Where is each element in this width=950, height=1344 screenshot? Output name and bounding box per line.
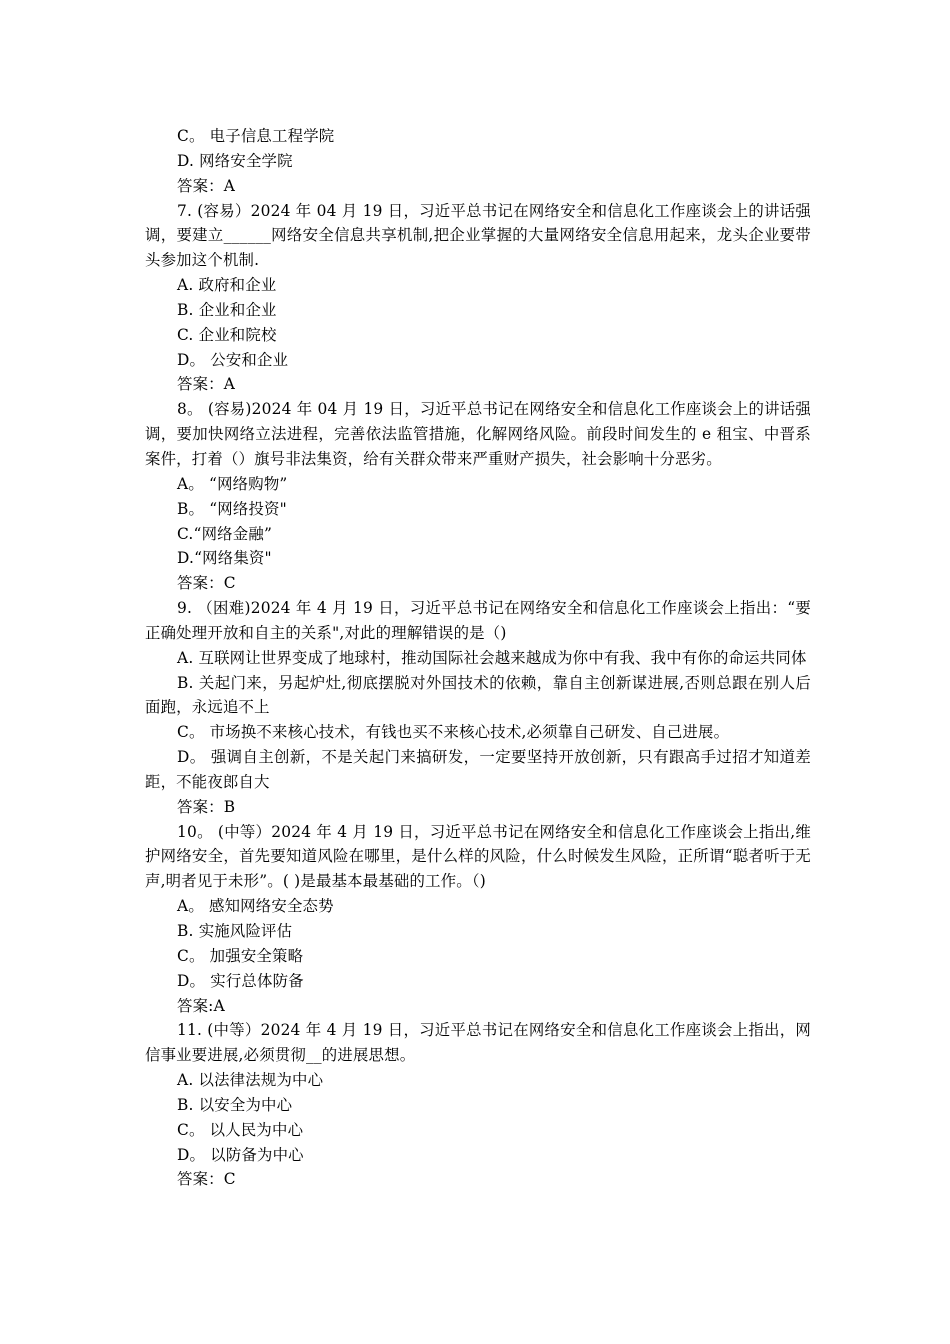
option-c-line: C。 电子信息工程学院: [177, 127, 335, 145]
question-7-option-d: D。 公安和企业: [177, 350, 289, 369]
question-7: 7. (容易）2024 年 04 月 19 日，习近平总书记在网络安全和信息化工作座谈会上的讲话强调，要建立______网络安全信息共享机制,把企业掌握的大量网络安全信息用起来，龙头企业要带头参加这个机制.: [145, 201, 811, 270]
question-8-option-d: D.“网络集资": [177, 549, 272, 568]
question-9-option-a: A. 互联网让世界变成了地球村，推动国际社会越来越成为你中有我、我中有你的命运共同体: [177, 648, 807, 667]
question-11-option-a: A. 以法律法规为中心: [177, 1071, 324, 1090]
question-11-option-d: D。 以防备为中心: [177, 1145, 304, 1164]
question-8-answer: 答案：C: [177, 574, 236, 593]
question-8-option-c: C.“网络金融”: [177, 524, 273, 543]
question-8-option-b: B。 “网络投资": [177, 499, 287, 518]
question-11: 11. (中等）2024 年 4 月 19 日，习近平总书记在网络安全和信息化工作座谈会上指出，网信事业要进展,必须贯彻__的进展思想。: [145, 1021, 811, 1065]
question-11-answer: 答案：C: [177, 1170, 236, 1189]
question-9-option-c: C。 市场换不来核心技术，有钱也买不来核心技术,必须靠自己研发、自己进展。: [177, 723, 730, 742]
question-11-option-b: B. 以安全为中心: [177, 1095, 293, 1114]
question-10: 10。 (中等）2024 年 4 月 19 日，习近平总书记在网络安全和信息化工作座谈会上指出,维护网络安全，首先要知道风险在哪里，是什么样的风险，什么时候发生风险，正所谓“聪者听于无声,明者见于未形”。( )是最基本最基础的工作。（): [145, 822, 811, 891]
question-9-option-b: B. 关起门来，另起炉灶,彻底摆脱对外国技术的依赖，靠自主创新谋进展,否则总跟在别人后面跑，永远追不上: [145, 673, 811, 717]
question-10-answer: 答案:A: [177, 996, 225, 1015]
question-10-option-a: A。 感知网络安全态势: [177, 897, 334, 916]
question-7-answer: 答案：A: [177, 375, 236, 394]
answer-line: 答案：A: [177, 176, 236, 195]
question-10-option-c: C。 加强安全策略: [177, 946, 304, 965]
question-7-option-c: C. 企业和院校: [177, 325, 277, 344]
option-d-line: D. 网络安全学院: [177, 151, 293, 170]
document-body: [145, 124, 811, 1192]
question-11-option-c: C。 以人民为中心: [177, 1120, 304, 1139]
question-7-option-b: B. 企业和企业: [177, 300, 277, 319]
question-9-answer: 答案：B: [177, 797, 236, 816]
question-9-option-d: D。 强调自主创新，不是关起门来搞研发，一定要坚持开放创新，只有跟高手过招才知道差距，不能夜郎自大: [145, 748, 811, 791]
question-10-option-b: B. 实施风险评估: [177, 922, 293, 940]
question-10-option-d: D。 实行总体防备: [177, 971, 304, 990]
question-9: 9. （困难)2024 年 4 月 19 日，习近平总书记在网络安全和信息化工作座谈会上指出：“要正确处理开放和自主的关系",对此的理解错误的是（): [145, 599, 811, 642]
question-7-option-a: A. 政府和企业: [177, 276, 277, 295]
question-8-option-a: A。 “网络购物”: [177, 474, 288, 493]
question-8: 8。 (容易)2024 年 04 月 19 日，习近平总书记在网络安全和信息化工作座谈会上的讲话强调，要加快网络立法进程，完善依法监管措施，化解网络风险。前段时间发生的 e 租宝、中晋系案件，打着（）旗号非法集资，给有关群众带来严重财产损失，社会影响十分恶劣。: [145, 400, 811, 468]
